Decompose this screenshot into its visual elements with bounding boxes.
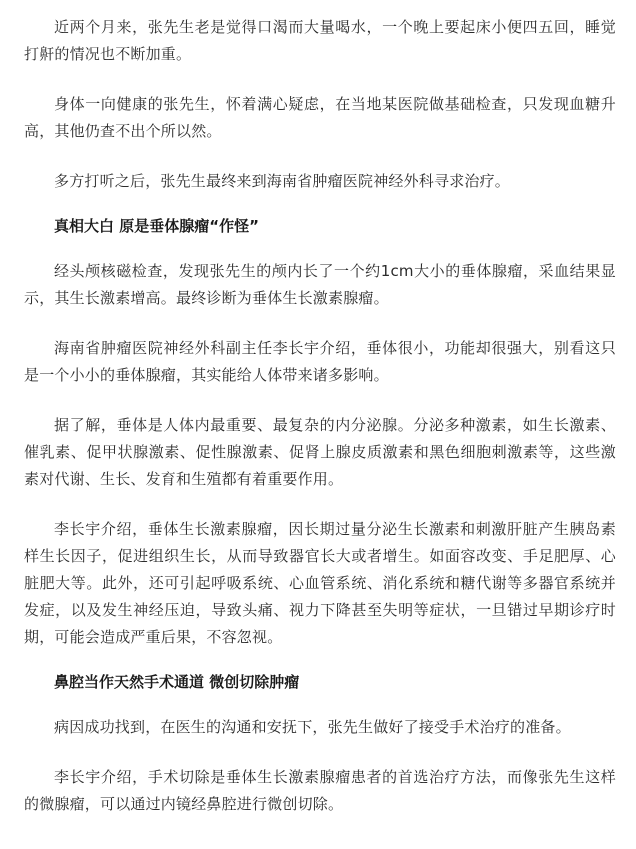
article-body bbox=[0, 14, 636, 818]
paragraph-1: 近两个月来，张先生老是觉得口渴而大量喝水，一个晚上要起床小便四五回，睡觉打鼾的情况也不断加重。 bbox=[24, 18, 616, 63]
paragraph-2: 身体一向健康的张先生，怀着满心疑虑，在当地某医院做基础检查，只发现血糖升高，其他仍查不出个所以然。 bbox=[24, 95, 616, 140]
paragraph-3: 多方打听之后，张先生最终来到海南省肿瘤医院神经外科寻求治疗。 bbox=[54, 172, 511, 190]
paragraph-8: 病因成功找到，在医生的沟通和安抚下，张先生做好了接受手术治疗的准备。 bbox=[54, 718, 571, 736]
paragraph-6: 据了解，垂体是人体内最重要、最复杂的内分泌腺。分泌多种激素，如生长激素、催乳素、促甲状腺激素、促性腺激素、促肾上腺皮质激素和黑色细胞刺激素等，这些激素对代谢、生长、发育和生殖都有着重要作用。 bbox=[24, 416, 616, 488]
section-heading-1: 真相大白 原是垂体腺瘤“作怪” bbox=[54, 217, 259, 235]
paragraph-5: 海南省肿瘤医院神经外科副主任李长宇介绍，垂体很小，功能却很强大，别看这只是一个小小的垂体腺瘤，其实能给人体带来诸多影响。 bbox=[24, 339, 616, 384]
paragraph-7: 李长宇介绍，垂体生长激素腺瘤，因长期过量分泌生长激素和刺激肝脏产生胰岛素样生长因子，促进组织生长，从而导致器官长大或者增生。如面容改变、手足肥厚、心脏肥大等。此外，还可引起呼吸系统、心血管系统、消化系统和糖代谢等多器官系统并发症，以及发生神经压迫，导致头痛、视力下降甚至失明等症状，一旦错过早期诊疗时期，可能会造成严重后果，不容忽视。 bbox=[24, 520, 616, 646]
paragraph-4: 经头颅核磁检查，发现张先生的颅内长了一个约1cm大小的垂体腺瘤，采血结果显示，其生长激素增高。最终诊断为垂体生长激素腺瘤。 bbox=[24, 262, 616, 307]
section-heading-2: 鼻腔当作天然手术通道 微创切除肿瘤 bbox=[54, 673, 300, 691]
paragraph-9: 李长宇介绍，手术切除是垂体生长激素腺瘤患者的首选治疗方法，而像张先生这样的微腺瘤，可以通过内镜经鼻腔进行微创切除。 bbox=[24, 768, 616, 813]
